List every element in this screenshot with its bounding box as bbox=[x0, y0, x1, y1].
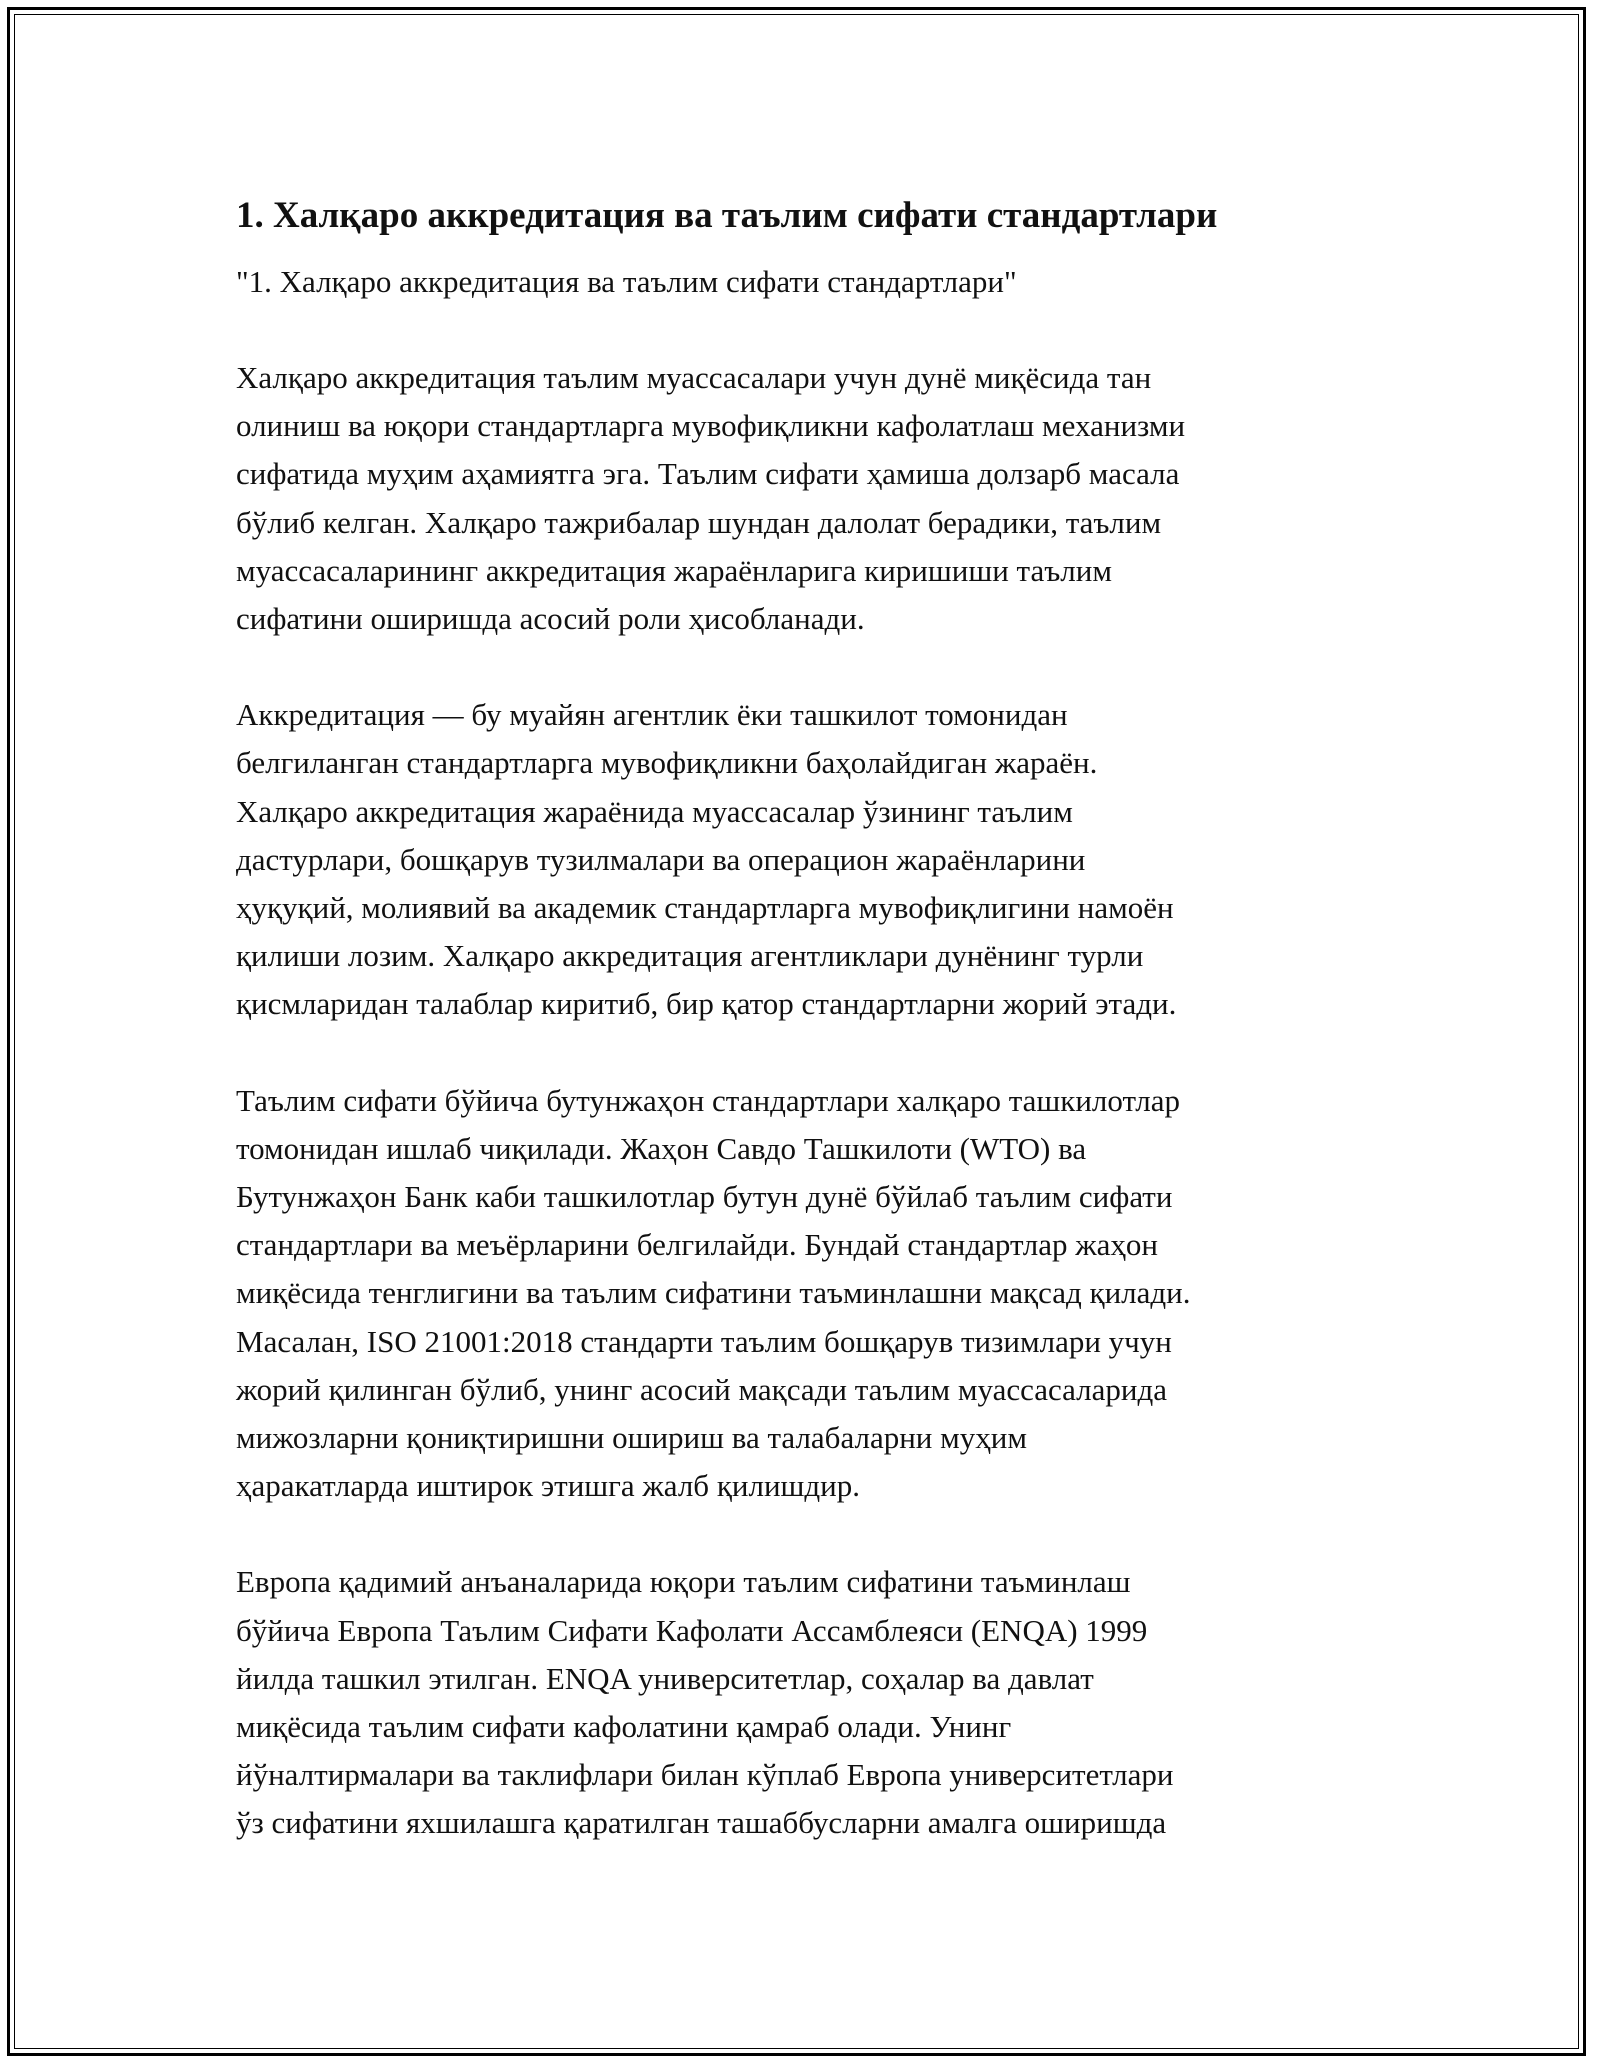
text-line: Халқаро аккредитация таълим муассасалари учун дунё миқёсида тан bbox=[236, 360, 1152, 395]
paragraph-1 bbox=[236, 354, 1386, 643]
text-line: ҳуқуқий, молиявий ва академик стандартларга мувофиқлигини намоён bbox=[236, 890, 1174, 926]
text-line: бўйича Европа Таълим Сифати Кафолати Ассамблеяси (ENQA) 1999 bbox=[236, 1612, 1148, 1648]
text-line: бўлиб келган. Халқаро тажрибалар шундан далолат берадики, таълим bbox=[236, 504, 1162, 540]
text-line: йилда ташкил этилган. ENQA университетлар, соҳалар ва давлат bbox=[236, 1660, 1094, 1696]
text-line: Европа қадимий анъаналарида юқори таълим сифатини таъминлаш bbox=[236, 1564, 1131, 1600]
text-line: муассасаларининг аккредитация жараёнларига киришиши таълим bbox=[236, 552, 1112, 588]
text-line: Бутунжаҳон Банк каби ташкилотлар бутун дунё бўйлаб таълим сифати bbox=[236, 1179, 1173, 1215]
text-line: ўз сифатини яхшилашга қаратилган ташаббусларни амалга оширишда bbox=[236, 1805, 1167, 1841]
section-heading: 1. Халқаро аккредитация ва таълим сифати стандартлари bbox=[236, 195, 1218, 236]
quoted-title: "1. Халқаро аккредитация ва таълим сифати стандартлари" bbox=[236, 264, 1017, 299]
text-line: томонидан ишлаб чиқилади. Жаҳон Савдо Ташкилоти (WTO) ва bbox=[236, 1130, 1087, 1166]
text-line: қисмларидан талаблар киритиб, бир қатор стандартларни жорий этади. bbox=[236, 986, 1177, 1022]
paragraph-2 bbox=[236, 691, 1386, 1028]
text-line: сифатини оширишда асосий роли ҳисобланади. bbox=[236, 601, 865, 637]
text-line: дастурлари, бошқарув тузилмалари ва операцион жараёнларини bbox=[236, 841, 1086, 877]
text-line: миқёсида тенглигини ва таълим сифатини таъминлашни мақсад қилади. bbox=[236, 1275, 1191, 1311]
text-line: мижозларни қониқтиришни ошириш ва талабаларни муҳим bbox=[236, 1420, 1027, 1456]
paragraph-3 bbox=[236, 1077, 1386, 1511]
text-line: Таълим сифати бўйича бутунжаҳон стандартлари халқаро ташкилотлар bbox=[236, 1082, 1180, 1118]
text-line: сифатида муҳим аҳамиятга эга. Таълим сифати ҳамиша долзарб масала bbox=[236, 456, 1180, 492]
text-line: ҳаракатларда иштирок этишга жалб қилишдир. bbox=[236, 1468, 861, 1504]
text-line: Масалан, ISO 21001:2018 стандарти таълим бошқарув тизимлари учун bbox=[236, 1323, 1172, 1359]
text-line: миқёсида таълим сифати кафолатини қамраб олади. Унинг bbox=[236, 1709, 1012, 1745]
text-line: жорий қилинган бўлиб, унинг асосий мақсади таълим муассасаларида bbox=[236, 1371, 1168, 1407]
text-line: Халқаро аккредитация жараёнида муассасалар ўзининг таълим bbox=[236, 793, 1073, 829]
text-line: қилиши лозим. Халқаро аккредитация агентликлари дунёнинг турли bbox=[236, 938, 1144, 974]
document-body bbox=[236, 188, 1386, 1896]
text-line: Аккредитация — бу муайян агентлик ёки ташкилот томонидан bbox=[236, 697, 1068, 733]
paragraph-4 bbox=[236, 1558, 1386, 1847]
text-line: олиниш ва юқори стандартларга мувофиқликни кафолатлаш механизми bbox=[236, 408, 1186, 444]
text-line: йўналтирмалари ва таклифлари билан кўплаб Европа университетлари bbox=[236, 1757, 1174, 1793]
text-line: белгиланган стандартларга мувофиқликни баҳолайдиган жараён. bbox=[236, 745, 1098, 781]
text-line: стандартлари ва меъёрларини белгилайди. Бундай стандартлар жаҳон bbox=[236, 1227, 1158, 1263]
